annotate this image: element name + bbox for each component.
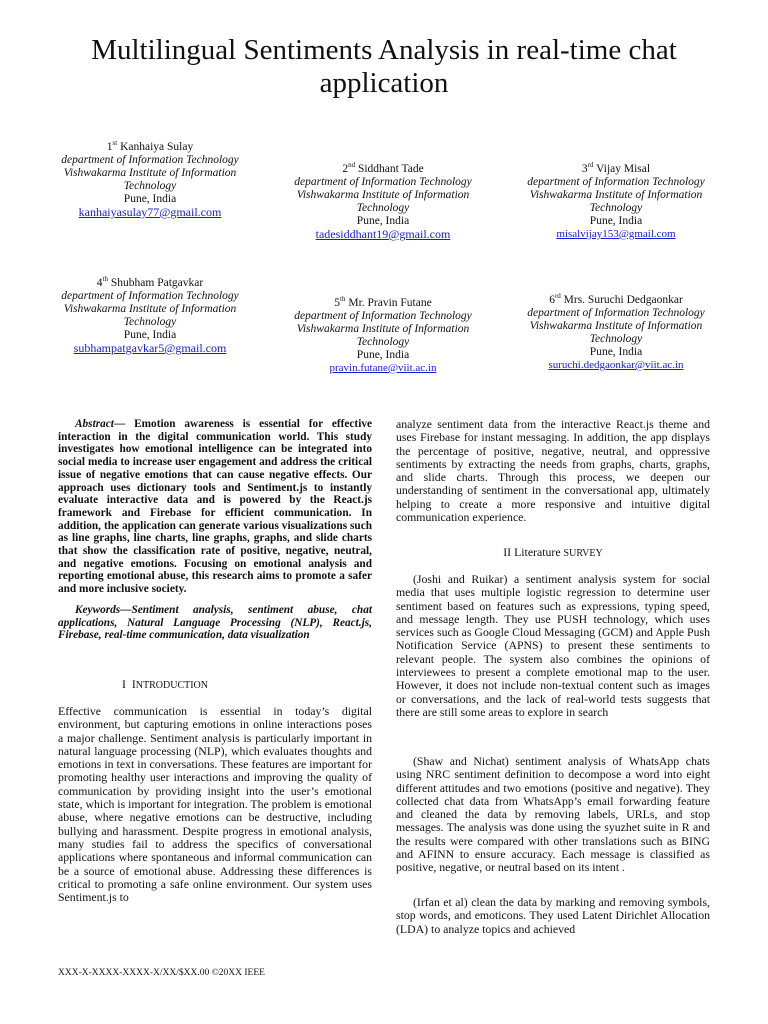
author-email-link[interactable]: pravin.futane@viit.ac.in [329,361,437,374]
intro-continuation-paragraph: analyze sentiment data from the interactive React.js theme and uses Firebase for instant messaging. In addition, the app displays the percentage of positive, negative, neutral, and oppressive sentiments by extracting the needs from graphs, charts, graphs, and slide charts. Through this process, we deepen our understanding of sentiment in the conversational app, ultimately helping to create a more responsive and intuitive digital communication experience. [396,417,710,525]
abstract-block [58,418,372,642]
author-1: 1st Kanhaiya Sulay department of Information Technology Vishwakarma Institute of Information Technology Pune, India kanhaiyasulay77@gmail.com [50,137,250,219]
author-email-link[interactable]: misalvijay153@gmail.com [556,227,676,240]
keywords-paragraph: Keywords—Sentiment analysis, sentiment abuse, chat applications, Natural Language Processing (NLP), React.js, Firebase, real-time communication, data visualization [58,603,372,642]
author-email-link[interactable]: kanhaiyasulay77@gmail.com [78,204,222,219]
author-email-link[interactable]: suruchi.dedgaonkar@viit.ac.in [548,358,684,371]
intro-paragraph: Effective communication is essential in today’s digital environment, but capturing emotions in online interactions poses a major challenge. Sentiment analysis is particularly important in natural language processing (NLP), which evaluates thoughts and emotions in text in conversations. These features are important for promoting healthy user interactions and improving the quality of communication by providing insight into the user’s emotional state, which is important for integration. The problem is emotional abuse, where negative emotions can be destructive, including bullying and harassment. Despite progress in emotional analysis, many studies fail to address the specifics of conversational applications where spontaneous and informal communication can be a source of emotional abuse. Addressing these differences is critical to promoting a safe online environment. Our system uses Sentiment.js to [58,704,372,905]
author-5: 5th Mr. Pravin Futane department of Information Technology Vishwakarma Institute of Information Technology Pune, India pravin.futane@viit.ac.in [283,293,483,375]
paper-title: Multilingual Sentiments Analysis in real-time chat application [91,34,677,99]
author-email-link[interactable]: subhampatgavkar5@gmail.com [73,340,227,355]
survey-paragraph-2: (Shaw and Nichat) sentiment analysis of WhatsApp chats using NRC sentiment definition to decompose a word into eight different attitudes and two emotions (positive and negative). They collected chat data from WhatsApp’s email forwarding feature and cleaned the data by removing labels, URLs, and stop messages. The analysis was done using the syuzhet suite in R and the results were compared with other translations such as BING and AFINN to ensure accuracy. Each message is classified as positive, negative, or neutral based on its intent . [396,754,710,875]
introduction-body [58,705,372,904]
author-2: 2nd Siddhant Tade department of Information Technology Vishwakarma Institute of Information Technology Pune, India tadesiddhant19@gmail.com [283,159,483,241]
abstract-paragraph: Abstract— Emotion awareness is essential for effective interaction in the digital communication world. This study investigates how emotional intelligence can be integrated into social media to increase user engagement and address the critical issue of negative emotions that can cause negative effects. Our approach uses dictionary tools and Sentiment.js to instantly evaluate interactive data and is powered by the React.js framework and Firebase for efficient communication. In addition, the application can generate various visualizations such as line graphs, line charts, line graphs, graphs, and slide charts that show the classification rate of positive, negative, neutral, and negative emotions. Focusing on emotional analysis and reporting emotional abuse, this research aims to promote a safer and more inclusive society. [58,418,372,596]
section-heading-introduction: I INTRODUCTION [122,677,208,691]
author-4: 4th Shubham Patgavkar department of Information Technology Vishwakarma Institute of Information Technology Pune, India subhampatgavkar5@gmail.com [50,273,250,355]
right-column-top [396,418,710,524]
author-email-link[interactable]: tadesiddhant19@gmail.com [315,226,451,241]
survey-paragraph-3: (Irfan et al) clean the data by marking and removing symbols, stop words, and emoticons. They used Latent Dirichlet Allocation (LDA) to analyze topics and achieved [396,895,710,936]
survey-paragraph-1: (Joshi and Ruikar) a sentiment analysis system for social media that uses multiple logistic regression to determine user sentiment based on features such as expressions, typing speed, and message length. They use PUSH technology, which uses services such as Google Cloud Messaging (GCM) and Apple Push Notification Service (APNS) to present these sentiments to relevant people. The system also combines the opinions of interviewees to present a complete emotional map to the user. However, it does not include non-textual content such as images or conversations, and the lack of real-world tests suggests that there are still some areas to explore in search [396,572,710,719]
footer-copyright: XXX-X-XXXX-XXXX-X/XX/$XX.00 ©20XX IEEE [58,968,265,978]
section-heading-literature-survey: II Literature SURVEY [503,545,603,559]
author-3: 3rd Vijay Misal department of Information Technology Vishwakarma Institute of Information Technology Pune, India misalvijay153@gmail.com [516,159,716,241]
author-6: 6rd Mrs. Suruchi Dedgaonkar department of Information Technology Vishwakarma Institute of Information Technology Pune, India suruchi.dedgaonkar@viit.ac.in [516,290,716,372]
